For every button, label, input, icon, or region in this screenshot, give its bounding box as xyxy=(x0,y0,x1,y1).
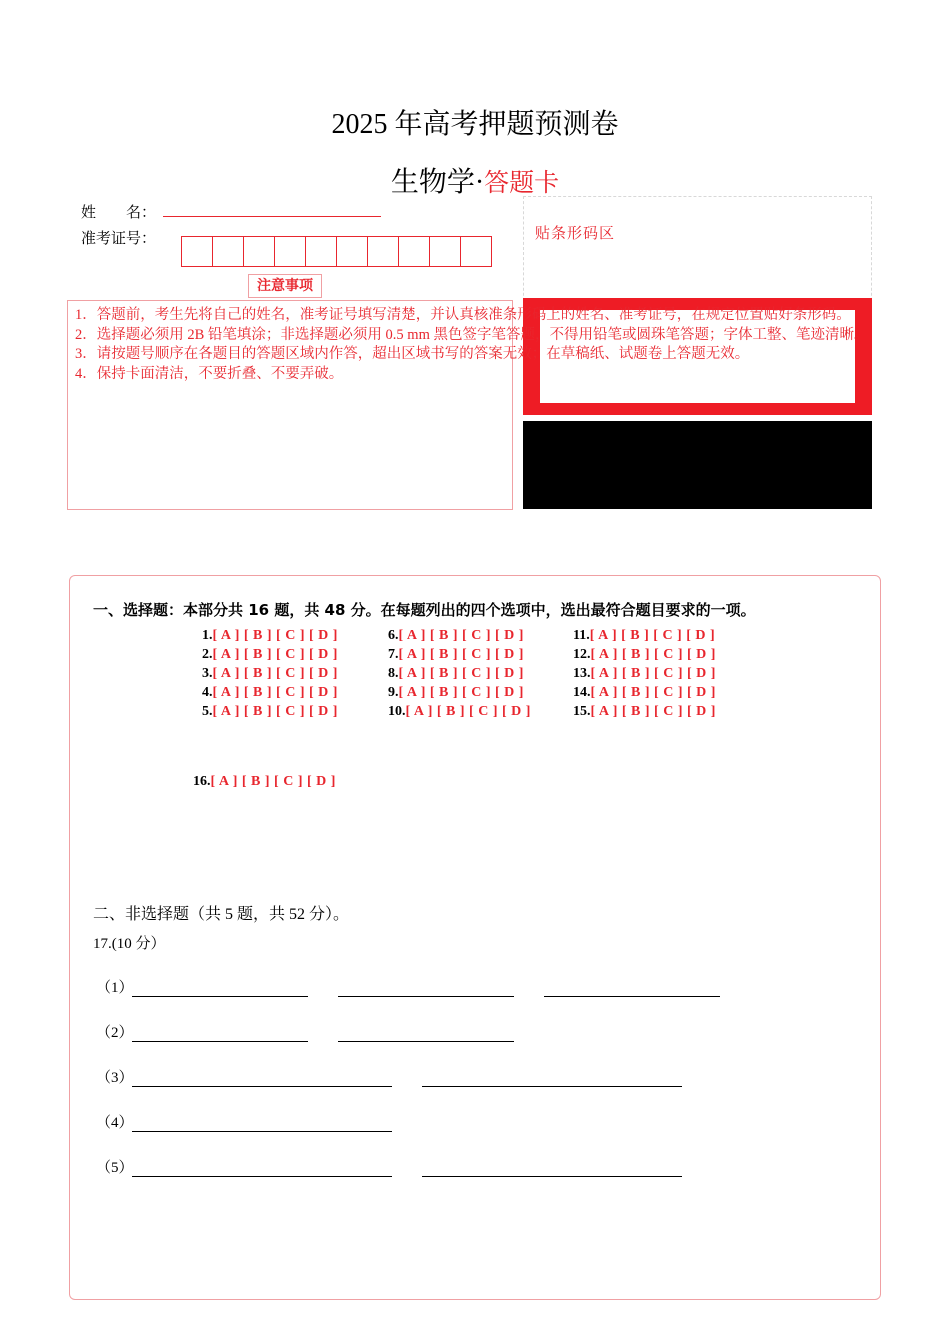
exam-id-digit-box[interactable] xyxy=(336,236,368,267)
choice-question xyxy=(573,647,716,663)
answer-options[interactable]: [ A ] [ B ] [ C ] [ D ] xyxy=(210,774,336,789)
answer-blank[interactable] xyxy=(132,995,308,997)
subquestion-label: （1） xyxy=(96,980,134,996)
choice-question xyxy=(202,704,338,720)
question-number: 6. xyxy=(388,628,399,643)
subject-name: 生物学· xyxy=(390,167,485,198)
question-number: 16. xyxy=(193,774,211,789)
name-label: 姓 名： xyxy=(81,205,157,221)
question-number: 13. xyxy=(573,666,591,681)
question-number: 10. xyxy=(388,704,406,719)
answer-card-label: 答题卡 xyxy=(484,170,560,197)
answer-blank[interactable] xyxy=(132,1085,392,1087)
answer-options[interactable]: [ A ] [ B ] [ C ] [ D ] xyxy=(590,704,716,719)
q17-label: 17.(10 分） xyxy=(93,936,166,952)
subquestion-label: （4） xyxy=(96,1115,134,1131)
answer-options[interactable]: [ A ] [ B ] [ C ] [ D ] xyxy=(590,685,716,700)
exam-id-digit-box[interactable] xyxy=(367,236,399,267)
question-number: 8. xyxy=(388,666,399,681)
answer-options[interactable]: [ A ] [ B ] [ C ] [ D ] xyxy=(590,647,716,662)
exam-id-boxes[interactable] xyxy=(181,236,491,267)
notice-item: 3．请按题号顺序在各题目的答题区域内作答，超出区域书写的答案无效；在草稿纸、试题卷上答题无效。 xyxy=(75,346,750,362)
answer-blank[interactable] xyxy=(132,1040,308,1042)
answer-options[interactable]: [ A ] [ B ] [ C ] [ D ] xyxy=(405,704,531,719)
question-number: 11. xyxy=(573,628,590,643)
choice-question xyxy=(388,685,524,701)
notice-item: 4．保持卡面清洁，不要折叠、不要弄破。 xyxy=(75,365,344,382)
barcode-label: 贴条形码区 xyxy=(535,226,616,242)
answer-options[interactable]: [ A ] [ B ] [ C ] [ D ] xyxy=(589,628,716,643)
question-number: 7. xyxy=(388,647,399,662)
answer-options[interactable]: [ A ] [ B ] [ C ] [ D ] xyxy=(398,628,524,643)
subquestion-label: （2） xyxy=(96,1025,134,1041)
subquestion-label: （3） xyxy=(96,1070,134,1086)
exam-id-digit-box[interactable] xyxy=(429,236,461,267)
answer-blank[interactable] xyxy=(132,1130,392,1132)
answer-blank[interactable] xyxy=(132,1175,392,1177)
barcode-area xyxy=(523,196,872,306)
question-number: 15. xyxy=(573,704,591,719)
subquestion-label: （5） xyxy=(96,1160,134,1176)
subquestion-row xyxy=(96,1111,422,1132)
exam-id-digit-box[interactable] xyxy=(274,236,306,267)
question-number: 2. xyxy=(202,647,213,662)
exam-id-digit-box[interactable] xyxy=(243,236,275,267)
choice-question xyxy=(202,666,338,682)
notice-list xyxy=(75,306,868,384)
choice-question xyxy=(388,647,524,663)
choice-question xyxy=(193,774,336,790)
subquestion-row xyxy=(96,1156,712,1177)
answer-options[interactable]: [ A ] [ B ] [ C ] [ D ] xyxy=(212,666,338,681)
name-field[interactable] xyxy=(163,216,381,217)
choice-question xyxy=(573,685,716,701)
notice-item: 1．答题前，考生先将自己的姓名，准考证号填写清楚，并认真核准条形码上的姓名、准考证号，在规定位置贴好条形码。 xyxy=(75,307,851,323)
section2-title: 二、非选择题（共 5 题，共 52 分）。 xyxy=(93,906,350,923)
choice-question xyxy=(202,647,338,663)
exam-id-label: 准考证号： xyxy=(81,231,157,247)
answer-options[interactable]: [ A ] [ B ] [ C ] [ D ] xyxy=(212,628,338,643)
exam-id-digit-box[interactable] xyxy=(181,236,213,267)
choice-question xyxy=(573,666,716,682)
answer-options[interactable]: [ A ] [ B ] [ C ] [ D ] xyxy=(212,685,338,700)
question-number: 12. xyxy=(573,647,591,662)
choice-question xyxy=(388,666,524,682)
question-number: 9. xyxy=(388,685,399,700)
answer-blank[interactable] xyxy=(544,995,720,997)
answer-options[interactable]: [ A ] [ B ] [ C ] [ D ] xyxy=(590,666,716,681)
exam-id-digit-box[interactable] xyxy=(460,236,492,267)
question-number: 1. xyxy=(202,628,213,643)
answer-options[interactable]: [ A ] [ B ] [ C ] [ D ] xyxy=(398,666,524,681)
answer-blank[interactable] xyxy=(338,995,514,997)
question-number: 3. xyxy=(202,666,213,681)
card-subtitle xyxy=(0,160,950,200)
notice-title: 注意事项 xyxy=(248,274,322,298)
choice-question xyxy=(573,628,715,644)
question-number: 14. xyxy=(573,685,591,700)
answer-options[interactable]: [ A ] [ B ] [ C ] [ D ] xyxy=(398,647,524,662)
page-title: 2025 年高考押题预测卷 xyxy=(331,109,619,140)
question-number: 4. xyxy=(202,685,213,700)
subquestion-row xyxy=(96,1021,544,1042)
exam-id-digit-box[interactable] xyxy=(398,236,430,267)
answer-options[interactable]: [ A ] [ B ] [ C ] [ D ] xyxy=(398,685,524,700)
question-number: 5. xyxy=(202,704,213,719)
answer-blank[interactable] xyxy=(422,1085,682,1087)
black-mark-block xyxy=(523,421,872,509)
choice-question xyxy=(202,685,338,701)
choice-question xyxy=(573,704,716,720)
answer-blank[interactable] xyxy=(338,1040,514,1042)
choice-question xyxy=(202,628,338,644)
answer-blank[interactable] xyxy=(422,1175,682,1177)
answer-options[interactable]: [ A ] [ B ] [ C ] [ D ] xyxy=(212,647,338,662)
section1-title: 一、选择题：本部分共 16 题，共 48 分。在每题列出的四个选项中，选出最符合题目要求的一项。 xyxy=(93,601,756,619)
choice-question xyxy=(388,704,531,720)
exam-id-digit-box[interactable] xyxy=(212,236,244,267)
subquestion-row xyxy=(96,976,750,997)
subquestion-row xyxy=(96,1066,712,1087)
notice-item: 2．选择题必须用 2B 铅笔填涂；非选择题必须用 0.5 mm 黑色签字笔答题，不得用铅笔或圆珠笔答题；字体工整、笔迹清晰。 xyxy=(75,326,869,343)
exam-id-digit-box[interactable] xyxy=(305,236,337,267)
answer-area xyxy=(69,575,881,1300)
answer-options[interactable]: [ A ] [ B ] [ C ] [ D ] xyxy=(212,704,338,719)
choice-question xyxy=(388,628,524,644)
